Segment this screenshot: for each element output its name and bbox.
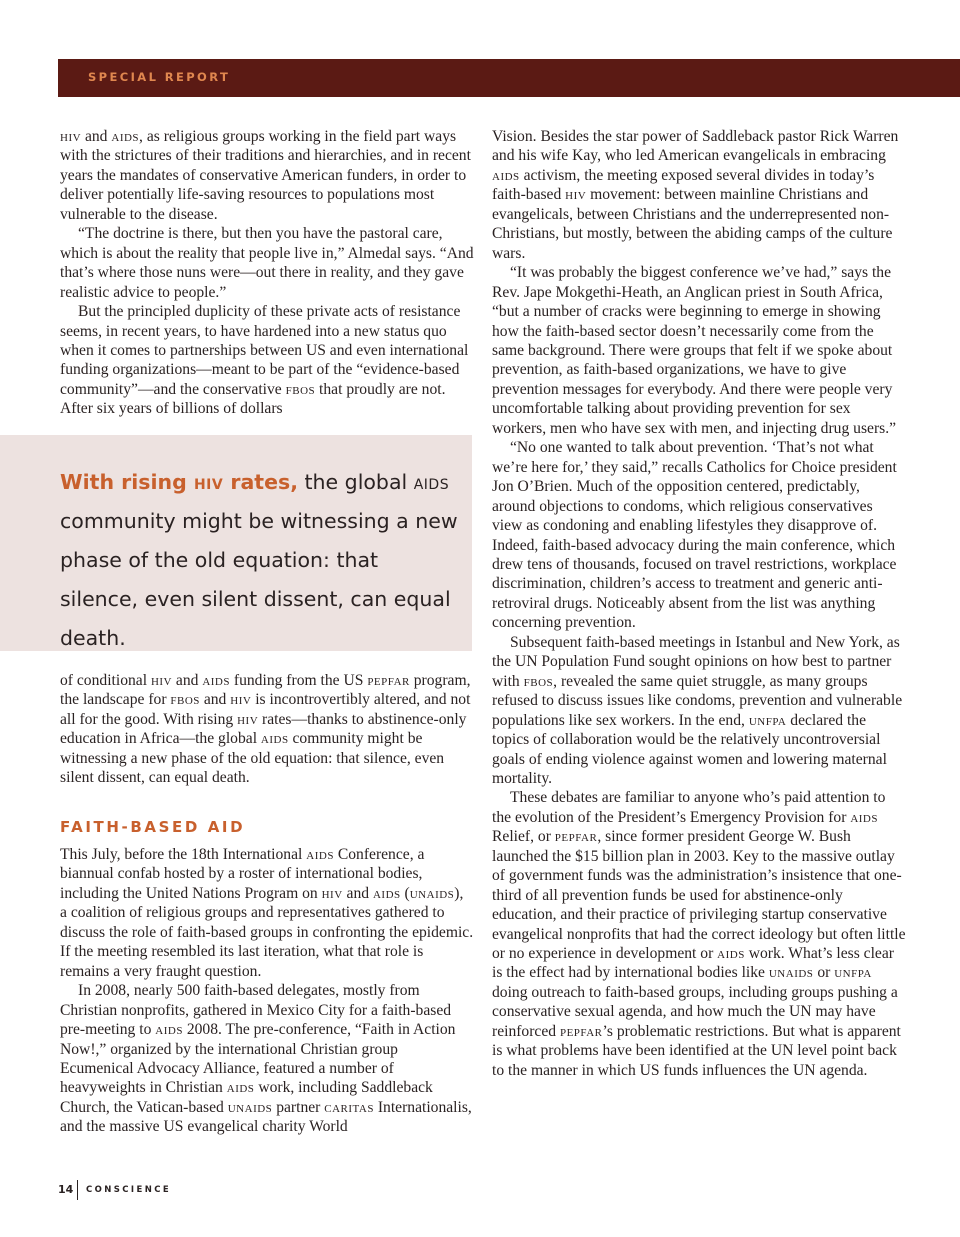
paragraph: “The doctrine is there, but then you have the pastoral care, which is about the reality that people live in,” Almedal says. “And that’s where those nuns were—out there in reality, and they gave realistic advice to people.” (60, 225, 474, 301)
footer-divider (77, 1180, 78, 1200)
right-column (492, 127, 906, 1080)
section-heading: FAITH-BASED AID (60, 818, 246, 836)
pull-quote: With rising hiv rates, the global aids community might be witnessing a new phase of the old equation: that silence, even silent dissent, can equal death. (60, 470, 458, 650)
left-column-middle (60, 671, 474, 788)
pull-quote-lead: With rising hiv rates, (60, 470, 298, 494)
page-number: 14 (58, 1183, 74, 1196)
section-banner (58, 59, 960, 97)
section-label: SPECIAL REPORT (88, 70, 231, 84)
publication-name: CONSCIENCE (86, 1185, 172, 1195)
paragraph: “No one wanted to talk about prevention. ‘That’s not what we’re here for,’ they said,” recalls Catholics for Choice president Jon O’Brien. Much of the opposition centered, predictably, around objections to condoms, which religious conservatives view as condoning and enabling lifestyles they disapprove of. Indeed, faith-based advocacy during the main conference, which drew tens of thousands, focused on travel restrictions, workplace discrimination, children’s access to treatment and generic anti-retroviral drugs. Noticeably absent from the list was anything concerning prevention. (492, 439, 897, 632)
paragraph: of conditional hiv and aids funding from the US pepfar program, the landscape for fbos and hiv is incontrovertibly altered, and not all for the good. With rising hiv rates—thanks to abstinence-only education in Africa—the global aids community might be witnessing a new phase of the old equation: that silence, even silent dissent, can equal death. (60, 672, 471, 787)
paragraph: But the principled duplicity of these private acts of resistance seems, in recent years, to have hardened into a new status quo when it comes to partnerships between US and even international funding organizations—meant to be part of the “evidence-based community”—and the conservative fbos that proudly are not. After six years of billions of dollars (60, 303, 469, 418)
paragraph: Subsequent faith-based meetings in Istanbul and New York, as the UN Population Fund sought opinions on how best to partner with fbos, revealed the same quiet struggle, as many groups refused to discuss issues like condoms, prevention and vulnerable populations like sex workers. In the end, unfpa declared the topics of collaboration would be the relatively uncontroversial goals of ending violence against women and lowering maternal mortality. (492, 633, 903, 787)
paragraph: “It was probably the biggest conference we’ve had,” says the Rev. Jape Mokgethi-Heath, an Anglican priest in South Africa, “but a number of cracks were beginning to emerge in showing how the faith-based sector doesn’t necessarily come from the same background. There were groups that felt if we spoke about prevention, as faith-based organizations, we have to give prevention messages for everybody. And there were people very uncomfortable talking about providing prevention for sex workers, men who have sex with men, and injecting drug users.” (492, 264, 897, 437)
paragraph: hiv and aids, as religious groups working in the field part ways with the strictures of their traditions and hierarchies, and in recent years the mandates of conservative American funders, in order to deliver potentially life-saving resources to populations most vulnerable to the disease. (60, 128, 471, 223)
paragraph: In 2008, nearly 500 faith-based delegates, mostly from Christian nonprofits, gathered in Mexico City for a faith-based pre-meeting to aids 2008. The pre-conference, “Faith in Action Now!,” organized by the international Christian group Ecumenical Advocacy Alliance, featured a number of heavyweights in Christian aids work, including Saddleback Church, the Vatican-based unaids partner caritas Internationalis, and the massive US evangelical charity World (60, 982, 472, 1136)
paragraph: These debates are familiar to anyone who’s paid attention to the evolution of the President’s Emergency Provision for aids Relief, or pepfar, since former president George W. Bush launched the $15 billion plan in 2003. Key to the massive outlay of government funds was the administration’s insistence that one-third of all prevention funds be used for abstinence-only education, and their practice of privileging startup conservative evangelical nonprofits that had the correct ideology but often little or no experience in development or aids work. What’s less clear is the effect had by international bodies like unaids or unfpa doing outreach to faith-based groups, including groups pushing a conservative sexual agenda, and how much the UN may have reinforced pepfar’s problematic restrictions. But what is apparent is what problems have been identified at the UN level point back to the manner in which US funds influences the UN agenda. (492, 789, 906, 1079)
paragraph: This July, before the 18th International aids Conference, a biannual confab hosted by a roster of international bodies, including the United Nations Program on hiv and aids (unaids), a coalition of religious groups and representatives gathered to discuss the role of faith-based groups in confronting the epidemic. If the meeting resembled its last iteration, what that role is remains a very fraught question. (60, 846, 474, 980)
paragraph: Vision. Besides the star power of Saddleback pastor Rick Warren and his wife Kay, who led American evangelicals in embracing aids activism, the meeting exposed several divides in today’s faith-based hiv movement: between mainline Christians and evangelicals, between Christians and the underrepresented non-Christians, but mostly, between the abiding camps of the culture wars. (492, 128, 899, 262)
left-column-bottom (60, 845, 474, 1137)
left-column-top (60, 127, 474, 419)
